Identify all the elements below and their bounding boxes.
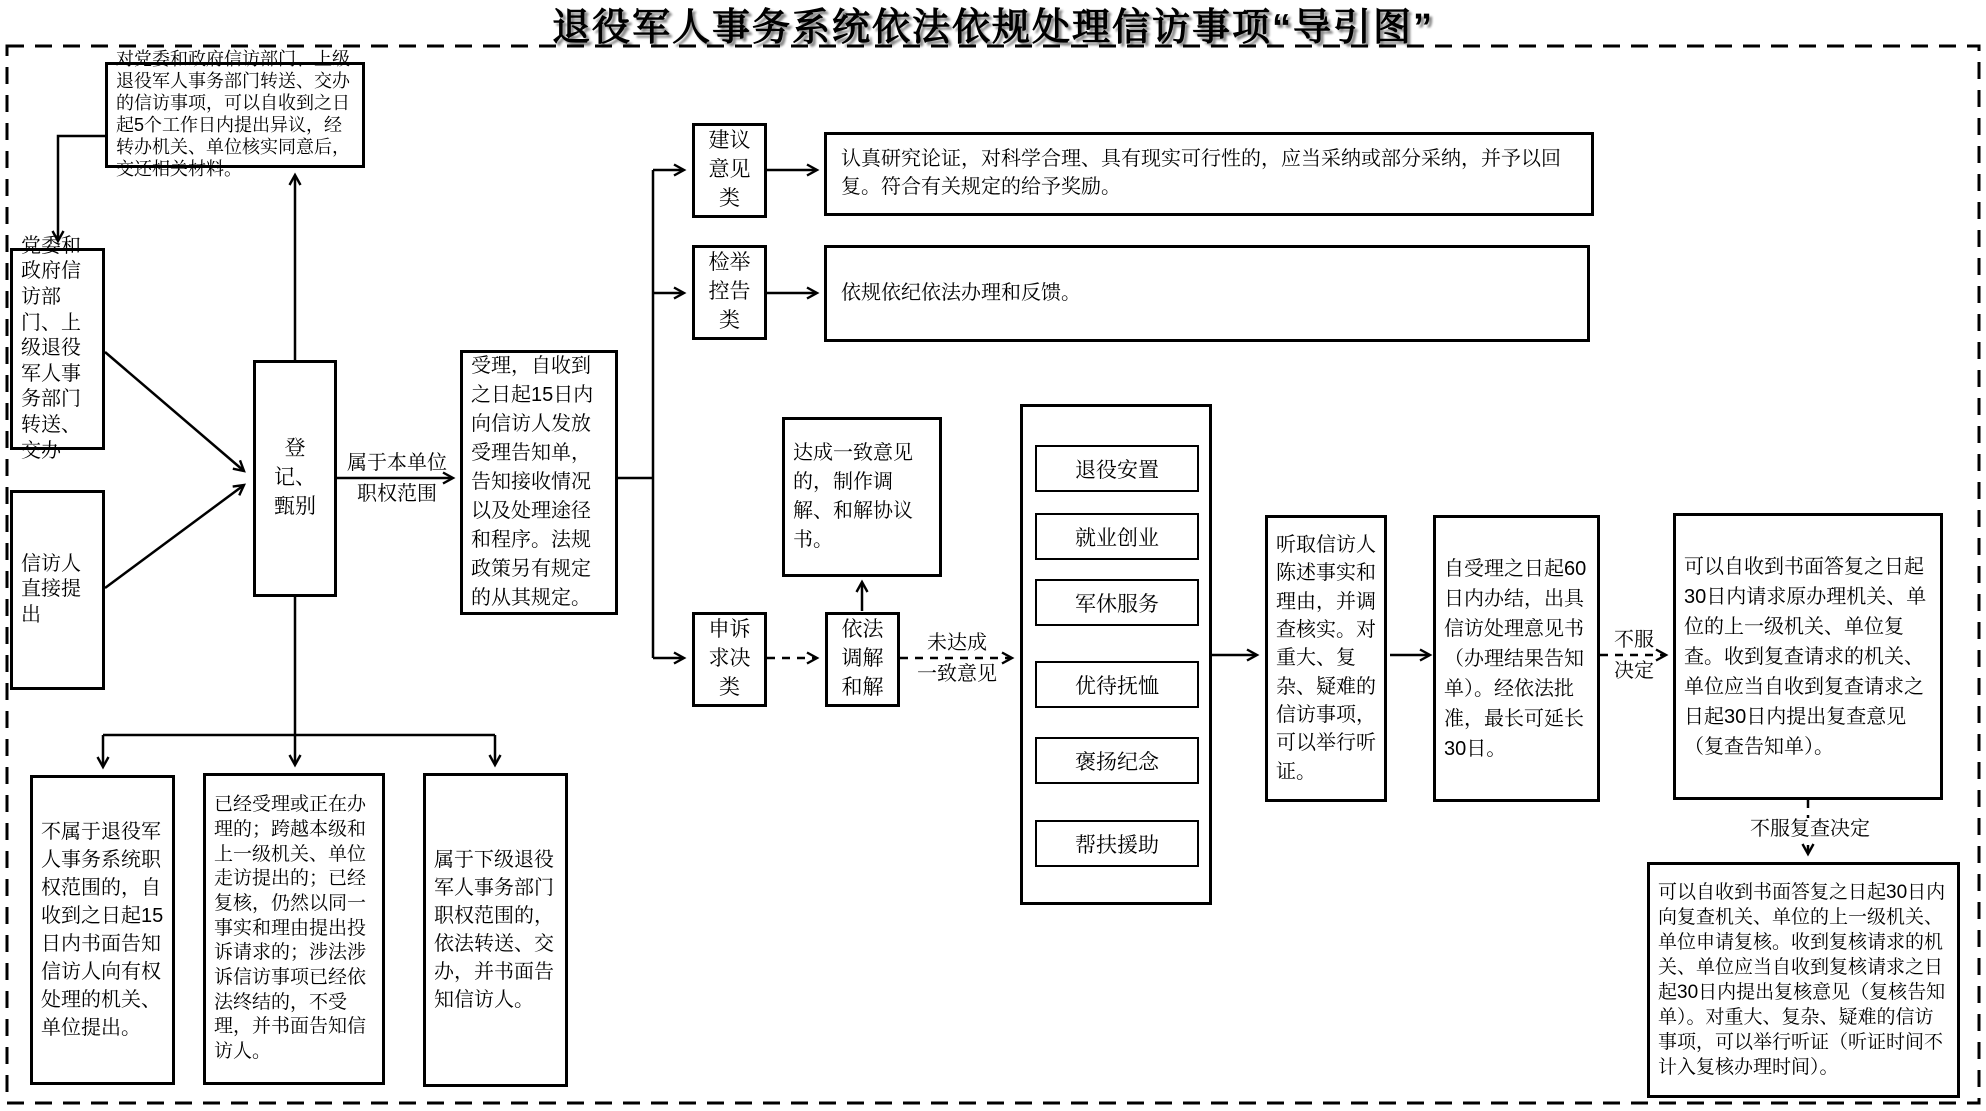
objection-note-box: 对党委和政府信访部门、上级退役军人事务部门转送、交办的信访事项，可以自收到之日起5个工作日内提出异议，经转办机关、单位核实同意后，交还相关材料。	[105, 62, 365, 168]
business-item-employment: 就业创业	[1035, 513, 1199, 560]
label-within-jurisdiction-line1: 属于本单位	[347, 452, 447, 474]
review-box: 可以自收到书面答复之日起30日内请求原办理机关、单位的上一级机关、单位复查。收到复查请求的机关、单位应当自收到复查请求之日起30日内提出复查意见（复查告知单）。	[1673, 513, 1943, 800]
not-accepted-box: 已经受理或正在办理的；跨越本级和上一级机关、单位走访提出的；已经复核，仍然以同一事实和理由提出投诉请求的；涉法涉诉信访事项已经依法终结的，不受理，并书面告知信访人。	[203, 773, 385, 1085]
hearing-box: 听取信访人陈述事实和理由，并调查核实。对重大、复杂、疑难的信访事项，可以举行听证。	[1265, 515, 1387, 802]
category-suggestion-box: 建议意见类	[692, 123, 767, 218]
label-disagree-review: 不服复查决定	[1735, 818, 1885, 840]
suggestion-handling-box: 认真研究论证，对科学合理、具有现实可行性的，应当采纳或部分采纳，并予以回复。符合有关规定的给予奖励。	[824, 132, 1594, 216]
business-item-retiree-service: 军休服务	[1035, 579, 1199, 626]
business-item-commemoration: 褒扬纪念	[1035, 737, 1199, 784]
label-disagree-decision-line1: 不服	[1614, 629, 1654, 651]
business-item-preferential: 优待抚恤	[1035, 661, 1199, 708]
label-no-agreement-line2: 一致意见	[917, 663, 997, 685]
category-report-box: 检举控告类	[692, 245, 767, 340]
report-handling-box: 依规依纪依法办理和反馈。	[824, 245, 1590, 342]
category-appeal-box: 申诉求决类	[692, 612, 767, 707]
register-screen-box: 登记、甄别	[253, 360, 337, 597]
label-disagree-decision-line2: 决定	[1614, 660, 1654, 682]
business-categories-container	[1020, 404, 1212, 905]
diagram-title: 退役军人事务系统依法依规处理信访事项“导引图”	[551, 7, 1434, 49]
source-direct-box: 信访人直接提出	[10, 490, 105, 690]
label-within-jurisdiction-line2: 职权范围	[357, 483, 437, 505]
agreement-made-box: 达成一致意见的，制作调解、和解协议书。	[782, 417, 942, 577]
business-item-resettlement: 退役安置	[1035, 445, 1199, 492]
lower-level-box: 属于下级退役军人事务部门职权范围的，依法转送、交办，并书面告知信访人。	[423, 773, 568, 1087]
accept-box: 受理，自收到之日起15日内向信访人发放受理告知单，告知接收情况以及处理途径和程序。法规政策另有规定的从其规定。	[460, 350, 618, 615]
mediation-box: 依法调解和解	[825, 612, 900, 707]
source-transfer-box: 党委和政府信访部门、上级退役军人事务部门转送、交办	[10, 248, 105, 450]
recheck-box: 可以自收到书面答复之日起30日内向复查机关、单位的上一级机关、单位申请复核。收到复核请求的机关、单位应当自收到复核请求之日起30日内提出复核意见（复核告知单）。对重大、复杂、疑难的信访事项，可以举行听证（听证时间不计入复核办理时间）。	[1647, 862, 1960, 1098]
not-jurisdiction-box: 不属于退役军人事务系统职权范围的，自收到之日起15日内书面告知信访人向有权处理的机关、单位提出。	[30, 775, 175, 1085]
business-item-assistance: 帮扶援助	[1035, 820, 1199, 867]
label-no-agreement-line1: 未达成	[927, 632, 987, 654]
decision-box: 自受理之日起60日内办结，出具信访处理意见书（办理结果告知单）。经依法批准，最长可延长30日。	[1433, 515, 1600, 802]
